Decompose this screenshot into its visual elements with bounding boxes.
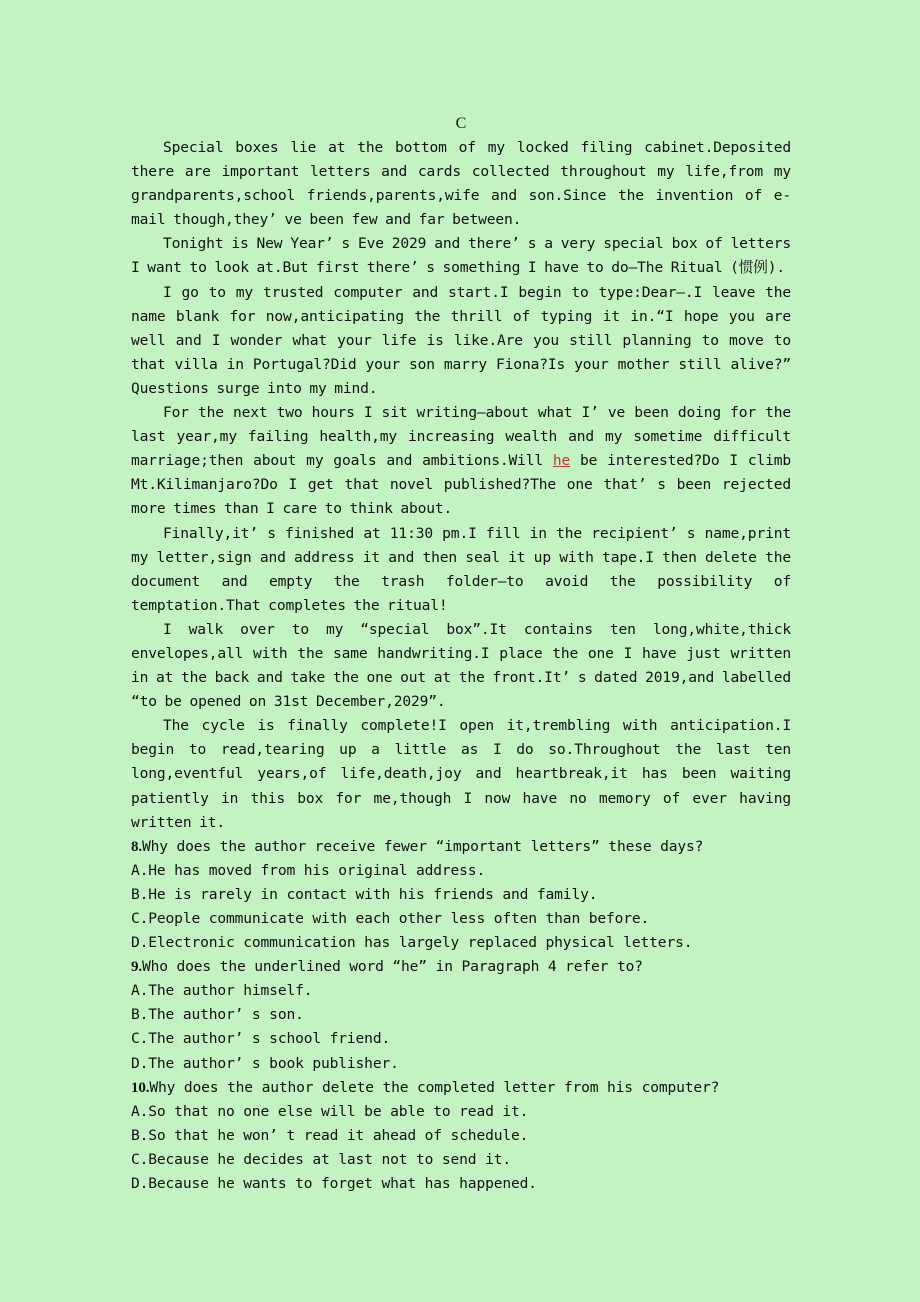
paragraph-1: Special boxes lie at the bottom of my locked filing cabinet.Deposited there are important letters and cards collected throughout my life,from my grandparents,school friends,parents,wife and son.Since the invention of e-mail though,they’ ve been few and far between. xyxy=(131,139,791,229)
option-a: A.He has moved from his original address. xyxy=(131,861,486,879)
option-b: B.So that he won’ t read it ahead of schedule. xyxy=(131,1126,529,1144)
question-text: Why does the author delete the completed letter from his computer? xyxy=(149,1078,720,1096)
option-d: D.The author’ s book publisher. xyxy=(131,1054,399,1072)
paragraph-5: Finally,it’ s finished at 11:30 pm.I fill in the recipient’ s name,print my letter,sign and address it and then seal it up with tape.I then delete the document and empty the trash folder—to avoid the possibility of temptation.That completes the ritual! xyxy=(131,524,791,614)
paragraph-4-before: For the next two hours I sit writing—about what I’ ve been doing for the last year,my failing health,my increasing wealth and my sometime difficult marriage;then about my goals and ambitions.Will xyxy=(131,404,791,470)
option-c: C.People communicate with each other less often than before. xyxy=(131,910,650,927)
question-9 xyxy=(131,955,791,1075)
option-c: C.Because he decides at last not to send it. xyxy=(131,1150,511,1168)
option-b: B.He is rarely in contact with his friends and family. xyxy=(131,885,598,903)
option-d: D.Electronic communication has largely replaced physical letters. xyxy=(131,934,693,952)
option-a: A.The author himself. xyxy=(131,982,313,1000)
option-c: C.The author’ s school friend. xyxy=(131,1030,391,1048)
option-b: B.The author’ s son. xyxy=(131,1006,304,1024)
question-stem xyxy=(131,835,791,859)
question-number: 10. xyxy=(131,1079,150,1096)
paragraph-6: I walk over to my “special box”.It contains ten long,white,thick envelopes,all with the same handwriting.I place the one I have just written in at the back and take the one out at the front.It’ s dated 2019,and labelled “to be opened on 31st December,2029”. xyxy=(131,620,791,711)
option-d: D.Because he wants to forget what has happened. xyxy=(131,1175,537,1193)
option-a: A.So that no one else will be able to read it. xyxy=(131,1102,529,1120)
paragraph-3: I go to my trusted computer and start.I begin to type:Dear—.I leave the name blank for now,anticipating the thrill of typing it in.“I hope you are well and I wonder what your life is like.Are you still planning to move to that villa in Portugal?Did your son marry Fiona?Is your mother still alive?” Questions surge into my mind. xyxy=(131,283,791,397)
question-stem xyxy=(131,955,791,979)
paragraph-2: Tonight is New Year’ s Eve 2029 and there’ s a very special box of letters I want to look at.But first there’ s something I have to do—The Ritual (惯例). xyxy=(131,235,791,277)
reading-passage xyxy=(131,112,791,1196)
question-text: Why does the author receive fewer “important letters” these days? xyxy=(141,837,704,855)
question-number: 9. xyxy=(131,959,142,976)
paragraph-7: The cycle is finally complete!I open it,trembling with anticipation.I begin to read,tearing up a little as I do so.Throughout the last ten long,eventful years,of life,death,joy and heartbreak,it has been waiting patiently in this box for me,though I now have no memory of ever having written it. xyxy=(131,717,791,831)
question-stem xyxy=(131,1076,791,1100)
question-number: 8. xyxy=(131,838,142,855)
section-label: C xyxy=(455,115,467,132)
question-8 xyxy=(131,835,791,955)
paragraph-4 xyxy=(131,401,791,521)
paragraph-4-after: be interested?Do I climb Mt.Kilimanjaro?Do I get that novel published?The one that’ s been rejected more times than I care to think about. xyxy=(131,452,791,518)
underlined-word: he xyxy=(552,452,571,470)
question-text: Who does the underlined word “he” in Paragraph 4 refer to? xyxy=(141,958,643,976)
question-10 xyxy=(131,1076,791,1196)
